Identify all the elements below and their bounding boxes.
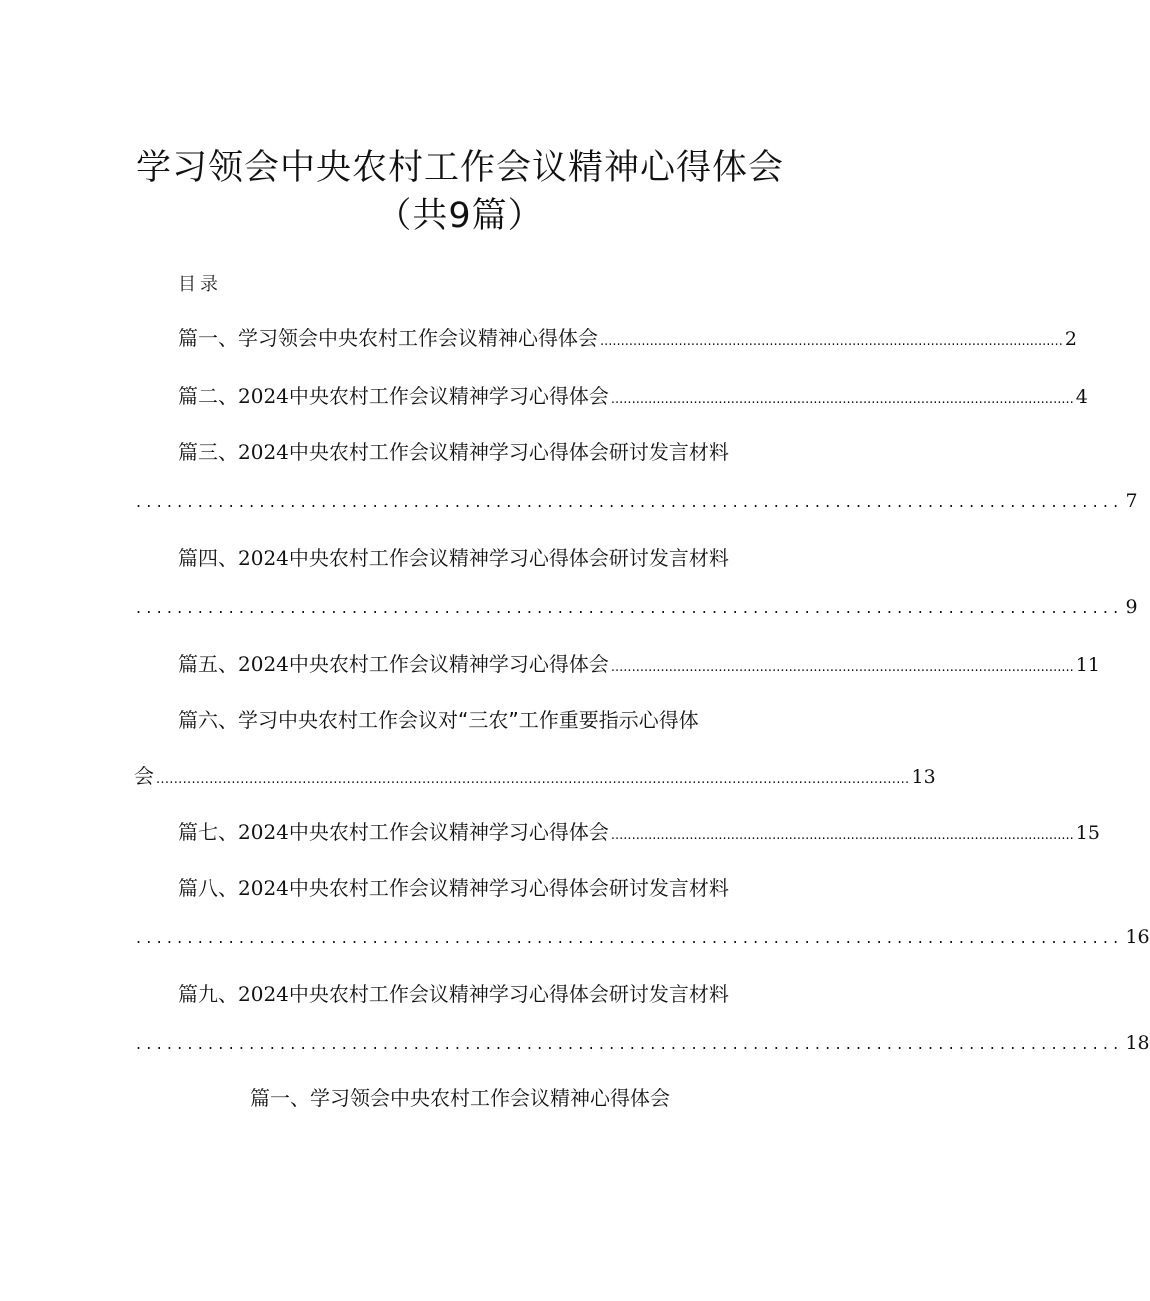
toc-entry-year: 2024 [238, 440, 289, 464]
toc-entry-9[interactable] [178, 978, 729, 1007]
toc-leader: ................................................................................................................ [600, 334, 1063, 349]
toc-entry-continuation: 会 [134, 764, 154, 788]
toc-leader: ................................................................................................................ [610, 828, 1074, 843]
toc-entry-year: 2024 [238, 876, 289, 900]
toc-entry-text: 中央农村工作会议精神学习心得体会研讨发言材料 [288, 876, 729, 900]
toc-entry-4[interactable] [178, 542, 729, 571]
toc-leader: ................................................................................................................ [610, 660, 1074, 675]
toc-entry-4-leader-line[interactable] [134, 596, 1138, 618]
toc-page-number: 15 [1075, 822, 1100, 844]
section-heading: 篇一、学习领会中央农村工作会议精神心得体会 [250, 1086, 670, 1110]
toc-entry-8[interactable] [178, 872, 729, 901]
toc-page-number: 18 [1125, 1032, 1150, 1054]
toc-entry-9-leader-line[interactable] [134, 1032, 1150, 1054]
toc-entry-text: 中央农村工作会议精神学习心得体会研讨发言材料 [288, 440, 729, 464]
toc-entry-8-leader-line[interactable] [134, 926, 1150, 948]
toc-entry-3-leader-line[interactable] [134, 490, 1138, 512]
toc-entry-6-leader-line[interactable] [134, 760, 936, 789]
toc-entry-year: 2024 [238, 652, 289, 676]
toc-page-number: 2 [1064, 328, 1077, 350]
toc-page-number: 7 [1125, 490, 1138, 512]
document-title: 学习领会中央农村工作会议精神心得体会 [135, 148, 784, 188]
toc-page-number: 13 [911, 766, 936, 788]
toc-leader: ................................................................................................ [136, 492, 1124, 511]
toc-entry-7[interactable] [178, 816, 1100, 845]
toc-entry-prefix: 篇五、 [178, 652, 238, 676]
toc-page-number: 11 [1075, 654, 1100, 676]
toc-entry-text: 中央农村工作会议精神学习心得体会 [288, 384, 609, 408]
toc-entry-3[interactable] [178, 436, 729, 465]
toc-leader: .......................................................................................................................................................................... [156, 772, 910, 787]
toc-entry-prefix: 篇九、 [178, 982, 238, 1006]
toc-entry-text: 篇一、学习领会中央农村工作会议精神心得体会 [178, 326, 598, 350]
toc-entry-text: 中央农村工作会议精神学习心得体会研讨发言材料 [288, 546, 729, 570]
toc-entry-prefix: 篇八、 [178, 876, 238, 900]
toc-entry-text: 中央农村工作会议精神学习心得体会研讨发言材料 [288, 982, 729, 1006]
toc-entry-year: 2024 [238, 384, 289, 408]
toc-leader: ................................................................................................ [136, 598, 1124, 617]
toc-entry-6[interactable] [178, 704, 699, 733]
toc-entry-prefix: 篇三、 [178, 440, 238, 464]
toc-page-number: 16 [1125, 926, 1150, 948]
toc-entry-year: 2024 [238, 546, 289, 570]
toc-page-number: 4 [1075, 386, 1088, 408]
toc-entry-text: 中央农村工作会议精神学习心得体会 [288, 652, 609, 676]
toc-entry-text: 篇六、学习中央农村工作会议对“三农”工作重要指示心得体 [178, 708, 699, 732]
toc-entry-1[interactable] [178, 322, 1077, 351]
toc-entry-2[interactable] [178, 380, 1088, 409]
toc-entry-year: 2024 [238, 820, 289, 844]
toc-entry-year: 2024 [238, 982, 289, 1006]
toc-label: 目录 [178, 274, 222, 295]
toc-entry-5[interactable] [178, 648, 1100, 677]
toc-entry-text: 中央农村工作会议精神学习心得体会 [288, 820, 609, 844]
toc-leader: ................................................................................................................ [610, 392, 1074, 407]
toc-page-number: 9 [1125, 596, 1138, 618]
toc-entry-prefix: 篇七、 [178, 820, 238, 844]
toc-leader: ................................................................................................ [136, 928, 1124, 947]
toc-leader: ................................................................................................ [136, 1034, 1124, 1053]
toc-entry-prefix: 篇二、 [178, 384, 238, 408]
toc-entry-prefix: 篇四、 [178, 546, 238, 570]
document-subtitle: （共9篇） [376, 196, 544, 236]
